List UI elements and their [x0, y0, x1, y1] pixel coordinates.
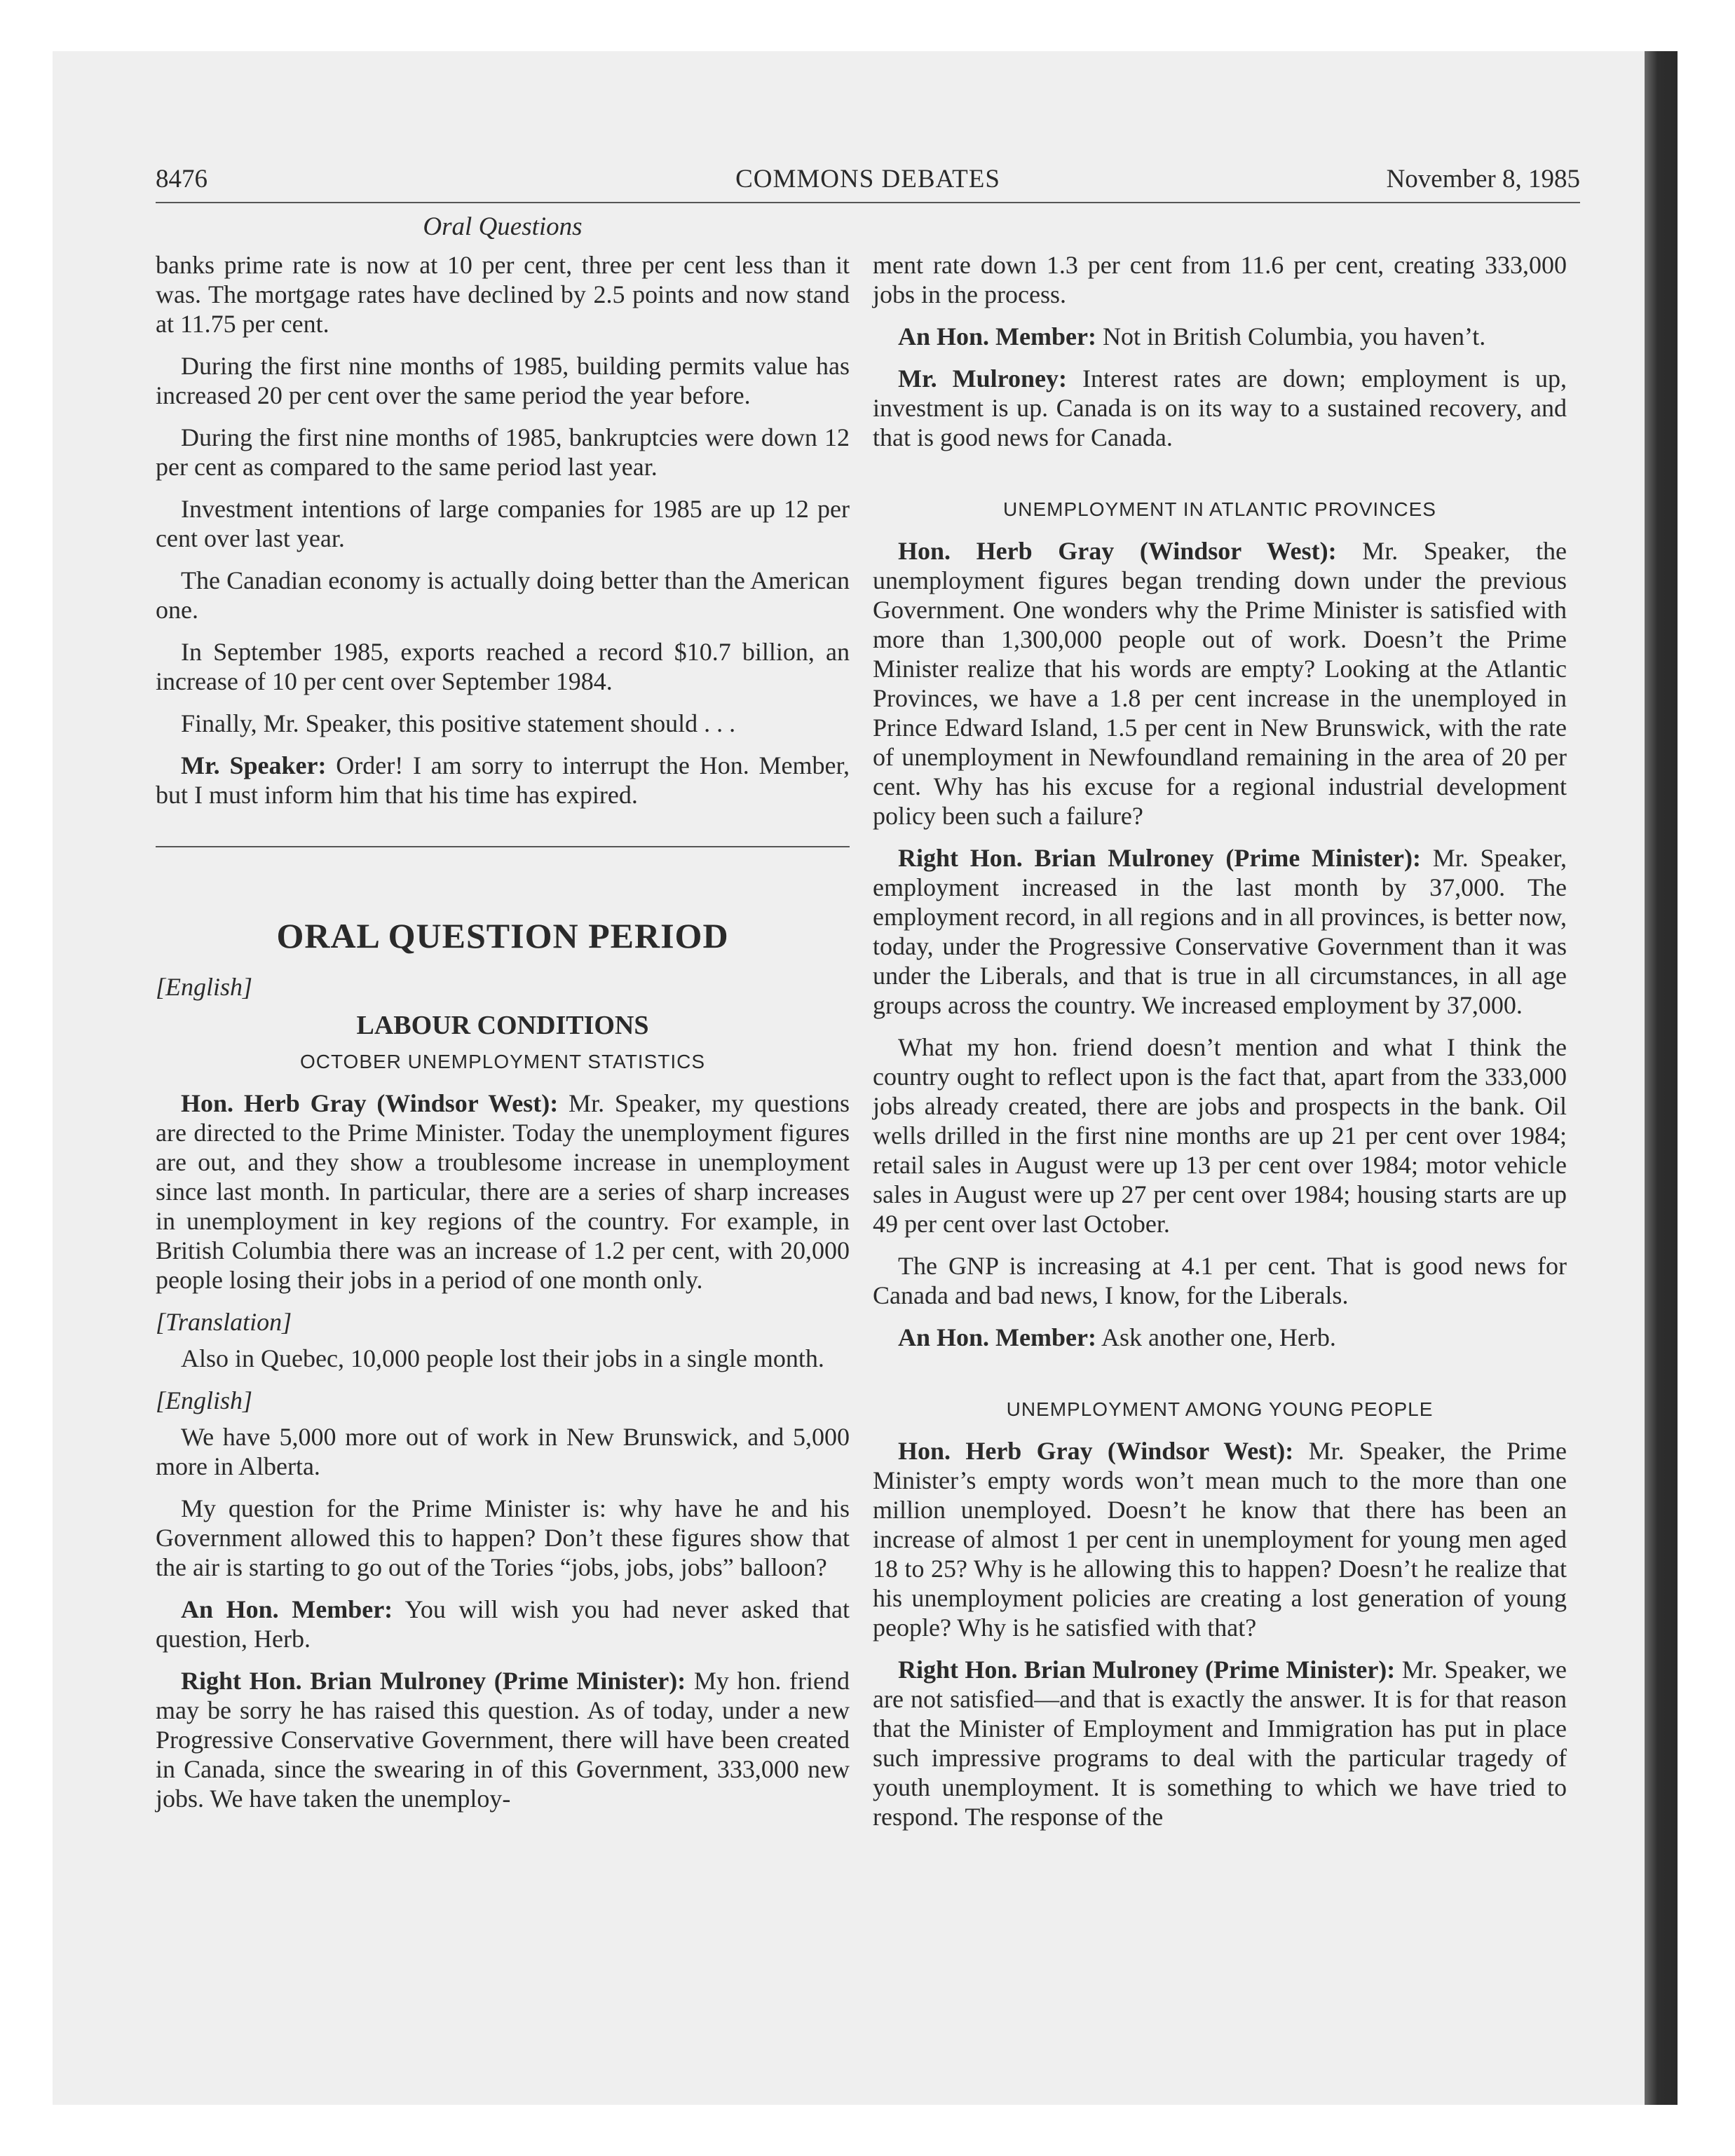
- speech: [156, 1666, 850, 1813]
- speech-text: Order! I am sorry to interrupt the Hon. Member, but I must inform him that his time has expired.: [156, 751, 850, 809]
- scan-edge-shadow: [1645, 51, 1678, 2105]
- paragraph: My question for the Prime Minister is: why have he and his Government allowed this to happen? Don’t these figures show that the air is starting to go out of the Tories “jobs, jobs, jobs” balloon?: [156, 1494, 850, 1581]
- left-column: [156, 250, 850, 1826]
- paragraph: In September 1985, exports reached a record $10.7 billion, an increase of 10 per cent over September 1984.: [156, 638, 850, 695]
- speech-text: My hon. friend may be sorry he has raised this question. As of today, under a new Progressive Conservative Government, there will have been created in Canada, since the swearing in of this Government, 333,000 new jobs. We have taken the unemploy-: [156, 1667, 850, 1813]
- speech-text: Mr. Speaker, the Prime Minister’s empty words won’t mean much to the more than one million unemployed. Doesn’t he know that there has been an increase of almost 1 per cent in unemployment for young men aged 18 to 25? Why is he allowing this to happen? Doesn’t he realize that his unemployment policies are creating a lost generation of young people? Why is he satisfied with that?: [873, 1437, 1567, 1642]
- speech: [873, 536, 1567, 831]
- paragraph: Investment intentions of large companies for 1985 are up 12 per cent over last year.: [156, 495, 850, 552]
- running-section-title: Oral Questions: [423, 212, 583, 241]
- paragraph: ment rate down 1.3 per cent from 11.6 per cent, creating 333,000 jobs in the process.: [873, 251, 1567, 308]
- speech: [873, 364, 1567, 452]
- speaker-name: Hon. Herb Gray (Windsor West):: [181, 1089, 559, 1117]
- language-tag: [English]: [156, 1386, 253, 1414]
- paragraph: What my hon. friend doesn’t mention and what I think the country ought to reflect upon is the fact that, apart from the 333,000 jobs already created, there are jobs and prospects in the bank. Oil wells drilled in the first nine months are up 21 per cent over 1984; retail sales in August were up 13 per cent over 1984; motor vehicle sales in August were up 27 per cent over 1984; housing starts are up 49 per cent over last October.: [873, 1033, 1567, 1238]
- speaker-name: Right Hon. Brian Mulroney (Prime Minister):: [181, 1667, 686, 1695]
- paragraph: During the first nine months of 1985, bankruptcies were down 12 per cent as compared to the same period last year.: [156, 423, 850, 481]
- speaker-name: An Hon. Member:: [181, 1595, 393, 1623]
- speech-text: Mr. Speaker, the unemployment figures began trending down under the previous Government. One wonders why the Prime Minister is satisfied with more than 1,300,000 people out of work. Doesn’t the Prime Minister realize that his words are empty? Looking at the Atlantic Provinces, we have a 1.8 per cent increase in the unemployed in Prince Edward Island, 1.5 per cent in New Brunswick, with the rate of unemployment in Newfoundland remaining in the area of 20 per cent. Why has his excuse for a regional industrial development policy been such a failure?: [873, 537, 1567, 830]
- section-divider: [156, 846, 850, 847]
- main-heading: ORAL QUESTION PERIOD: [276, 916, 729, 955]
- paragraph: Also in Quebec, 10,000 people lost their jobs in a single month.: [181, 1344, 824, 1372]
- speaker-name: Mr. Mulroney:: [898, 364, 1067, 393]
- topic-heading: OCTOBER UNEMPLOYMENT STATISTICS: [299, 1051, 706, 1072]
- paragraph: The Canadian economy is actually doing better than the American one.: [156, 566, 850, 624]
- paragraph: Finally, Mr. Speaker, this positive statement should . . .: [181, 709, 736, 737]
- speech-text: Mr. Speaker, my questions are directed to the Prime Minister. Today the unemployment figures are out, and they show a troublesome increase in unemployment since last month. In particular, there are a series of sharp increases in unemployment in key regions of the country. For example, in British Columbia there was an increase of 1.2 per cent, with 20,000 people losing their jobs in a period of one month only.: [156, 1089, 850, 1294]
- paragraph: We have 5,000 more out of work in New Brunswick, and 5,000 more in Alberta.: [156, 1423, 850, 1480]
- speaker-name: Right Hon. Brian Mulroney (Prime Minister):: [898, 1656, 1396, 1684]
- language-tag: [English]: [156, 973, 253, 1001]
- paragraph: The GNP is increasing at 4.1 per cent. That is good news for Canada and bad news, I know, for the Liberals.: [873, 1252, 1567, 1309]
- speech-text: Interest rates are down; employment is up, investment is up. Canada is on its way to a sustained recovery, and that is good news for Canada.: [873, 364, 1567, 451]
- speech-text: Mr. Speaker, we are not satisfied—and that is exactly the answer. It is for that reason that the Minister of Employment and Immigration has put in place such impressive programs to deal with the particular tragedy of youth unemployment. It is something to which we have tried to respond. The response of the: [873, 1656, 1567, 1831]
- speaker-name: Right Hon. Brian Mulroney (Prime Minister):: [898, 844, 1421, 872]
- speaker-name: An Hon. Member:: [898, 322, 1096, 350]
- speech: [873, 1655, 1567, 1831]
- speech-text: Not in British Columbia, you haven’t.: [1096, 322, 1486, 350]
- speech: [873, 1323, 1567, 1352]
- speech-text: You will wish you had never asked that question, Herb.: [156, 1595, 850, 1653]
- page-header: [156, 163, 1580, 203]
- speech: [156, 1089, 850, 1295]
- speech-text: Ask another one, Herb.: [1096, 1323, 1336, 1351]
- speaker-name: An Hon. Member:: [898, 1323, 1096, 1351]
- speech: [156, 1595, 850, 1653]
- page-number: 8476: [156, 165, 207, 193]
- publication-date: November 8, 1985: [1386, 165, 1580, 193]
- publication-title: COMMONS DEBATES: [735, 165, 1000, 193]
- language-tag: [Translation]: [156, 1308, 292, 1336]
- right-column: [873, 250, 1567, 1844]
- sub-heading: LABOUR CONDITIONS: [356, 1011, 649, 1040]
- speech-text: Mr. Speaker, employment increased in the last month by 37,000. The employment record, in all regions and in all provinces, is better now, today, under the Progressive Conservative Government than it was under the Liberals, and that is true in all circumstances, in all age groups across the country. We increased employment by 37,000.: [873, 844, 1567, 1019]
- paragraph: During the first nine months of 1985, building permits value has increased 20 per cent over the same period the year before.: [156, 352, 850, 409]
- paragraph: banks prime rate is now at 10 per cent, three per cent less than it was. The mortgage rates have declined by 2.5 points and now stand at 11.75 per cent.: [156, 251, 850, 338]
- topic-heading: UNEMPLOYMENT IN ATLANTIC PROVINCES: [1003, 498, 1436, 520]
- speech: [873, 1436, 1567, 1642]
- speech: [156, 751, 850, 810]
- topic-heading: UNEMPLOYMENT AMONG YOUNG PEOPLE: [1006, 1398, 1434, 1420]
- speaker-name: Hon. Herb Gray (Windsor West):: [898, 1437, 1294, 1465]
- speech: [873, 843, 1567, 1020]
- speaker-name: Mr. Speaker:: [181, 751, 327, 779]
- speech: [873, 322, 1567, 351]
- speaker-name: Hon. Herb Gray (Windsor West):: [898, 537, 1337, 565]
